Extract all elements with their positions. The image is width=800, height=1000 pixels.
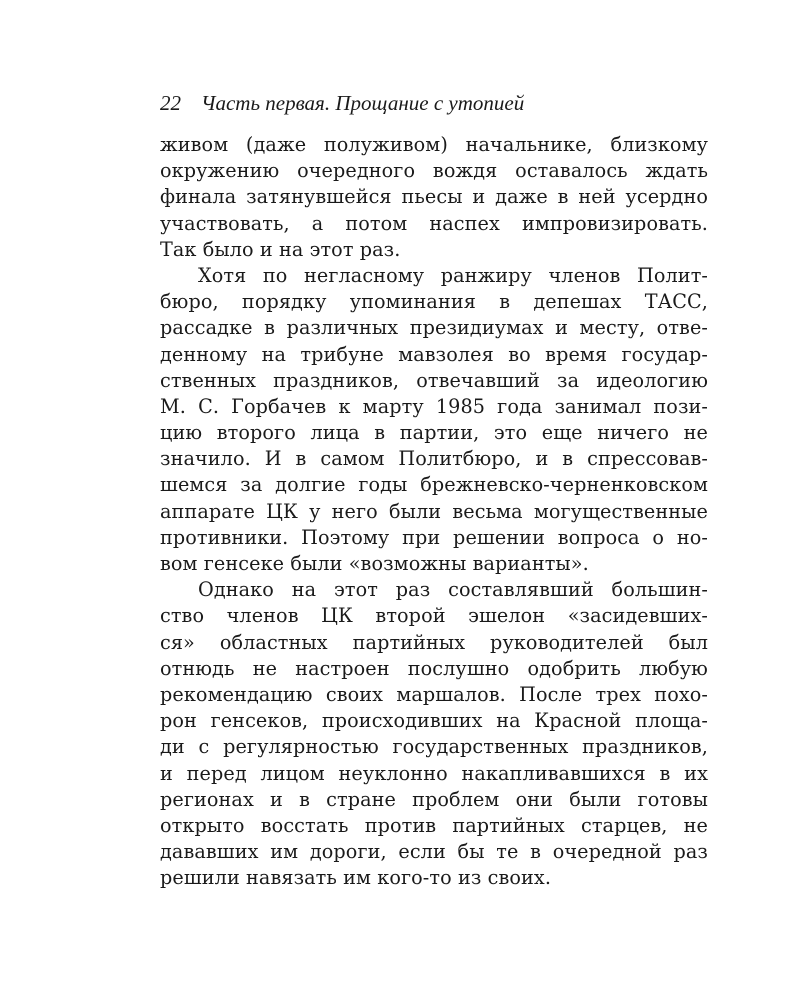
- text-line: решили навязать им кого-то из своих.: [160, 866, 552, 890]
- text-line: отнюдь не настроен послушно одобрить любую: [160, 656, 708, 680]
- text-line: финала затянувшейся пьесы и даже в ней усердно: [160, 185, 708, 209]
- text-line: рекомендацию своих маршалов. После трех похо-: [160, 682, 708, 706]
- text-line: участвовать, а потом наспех импровизировать.: [160, 211, 708, 235]
- text-line: шемся за долгие годы брежневско-черненковском: [160, 473, 708, 497]
- text-line: значило. И в самом Политбюро, и в спрессовав-: [160, 447, 708, 471]
- text-line: цию второго лица в партии, это еще ничего не: [160, 421, 708, 445]
- text-line: Так было и на этот раз.: [160, 237, 401, 261]
- text-line: ство членов ЦК второй эшелон «засидевших-: [160, 604, 708, 628]
- text-line: М. С. Горбачев к марту 1985 года занимал пози-: [160, 394, 708, 418]
- text-line: ди с регулярностью государственных праздников,: [160, 735, 708, 759]
- chapter-title: Часть первая. Прощание с утопией: [201, 91, 525, 115]
- paragraph: [160, 577, 708, 891]
- text-line: Хотя по негласному ранжиру членов Полит-: [198, 263, 708, 287]
- text-line: денному на трибуне мавзолея во время государ-: [160, 342, 708, 366]
- text-line: регионах и в стране проблем они были готовы: [160, 787, 708, 811]
- text-line: противники. Поэтому при решении вопроса о но-: [160, 525, 708, 549]
- body-text: [160, 132, 708, 891]
- text-line: вом генсеке были «возможны варианты».: [160, 552, 589, 575]
- paragraph: [160, 132, 708, 263]
- book-page: [160, 88, 708, 891]
- text-line: окружению очередного вождя оставалось ждать: [160, 159, 708, 183]
- text-line: рассадке в различных президиумах и месту, отве-: [160, 316, 708, 340]
- text-line: рон генсеков, происходивших на Красной площа-: [160, 709, 708, 733]
- paragraph: [160, 263, 708, 577]
- text-line: ственных праздников, отвечавший за идеологию: [160, 368, 708, 392]
- text-line: живом (даже полуживом) начальнике, близкому: [160, 133, 708, 156]
- text-line: бюро, порядку упоминания в депешах ТАСС,: [160, 290, 708, 314]
- text-line: открыто восстать против партийных старцев, не: [160, 813, 708, 837]
- text-line: аппарате ЦК у него были весьма могущественные: [160, 499, 708, 523]
- text-line: Однако на этот раз составлявший большин-: [198, 578, 708, 602]
- text-line: дававших им дороги, если бы те в очередной раз: [160, 840, 708, 864]
- text-line: ся» областных партийных руководителей был: [160, 630, 708, 654]
- page-number: 22: [160, 91, 181, 115]
- text-line: и перед лицом неуклонно накапливавшихся в их: [160, 761, 708, 785]
- running-head: [160, 88, 708, 118]
